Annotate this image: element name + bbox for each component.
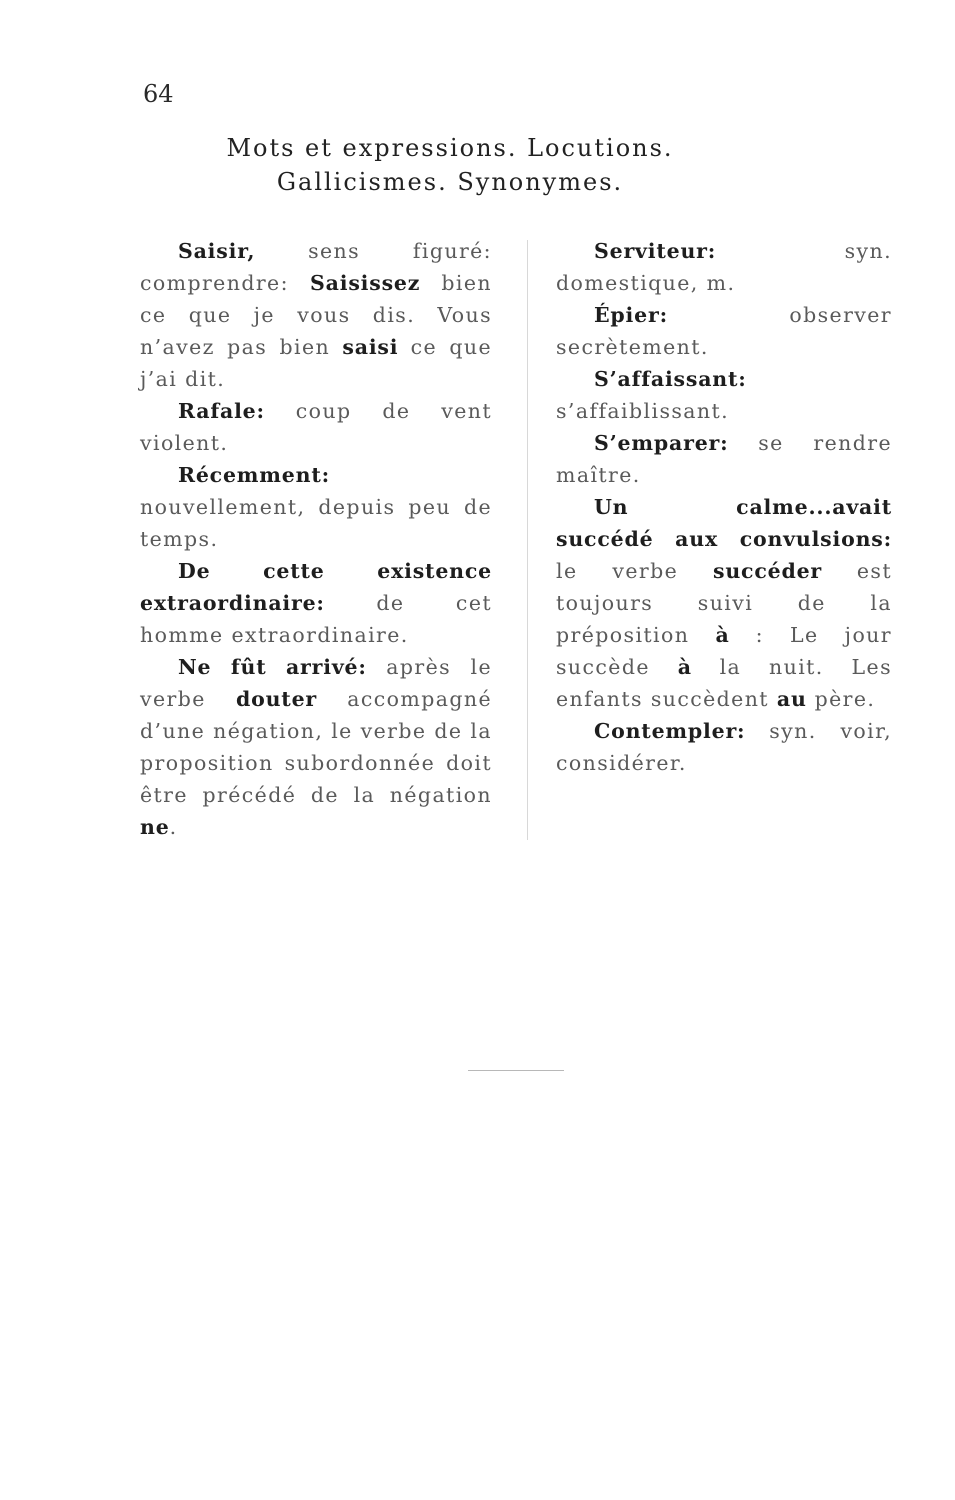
- entry-text: observer secrètement.: [556, 303, 892, 359]
- section-title-line-2: Gallicismes. Synonymes.: [276, 168, 624, 196]
- entry-text: : Le jour succède: [556, 623, 892, 679]
- footer-rule: [468, 1070, 564, 1071]
- entry-term: Épier:: [594, 303, 668, 327]
- entry-contempler: [556, 715, 892, 779]
- entry-text: la nuit. Les enfants succèdent: [556, 655, 892, 711]
- entry-term: S’affaissant:: [594, 367, 747, 391]
- entry-un-calme: [556, 491, 892, 715]
- entry-emphasis: saisi: [342, 335, 399, 359]
- entry-term: Rafale:: [178, 399, 265, 423]
- entry-term: S’emparer:: [594, 431, 729, 455]
- entry-term: Ne fût arrivé:: [178, 655, 367, 679]
- entry-emphasis: Saisissez: [310, 271, 421, 295]
- entry-emphasis: succéder: [713, 559, 823, 583]
- entry-emphasis: au: [776, 687, 807, 711]
- entry-recemment: [140, 459, 492, 555]
- entry-emphasis: ne: [140, 815, 170, 839]
- entry-term: Serviteur:: [594, 239, 717, 263]
- entry-saffaissant: [556, 363, 892, 427]
- entry-term: Saisir,: [178, 239, 256, 263]
- entry-term: De cette existence extraordinaire:: [140, 559, 492, 615]
- entry-term: Contempler:: [594, 719, 746, 743]
- entry-saisir: [140, 235, 492, 395]
- entry-text: nouvellement, depuis peu de temps.: [140, 495, 492, 551]
- entry-text: de cet homme extraordinaire.: [140, 591, 492, 647]
- right-column: [556, 235, 892, 779]
- entry-emphasis: douter: [235, 687, 318, 711]
- entry-text: s’affaiblissant.: [556, 399, 730, 423]
- entry-emphasis: à: [715, 623, 730, 647]
- column-divider: [527, 240, 528, 840]
- page-number: 64: [143, 80, 174, 108]
- entry-term: Un calme...avait succédé aux convulsions:: [556, 495, 892, 551]
- entry-text: syn. voir, considérer.: [556, 719, 892, 775]
- entry-text: bien ce que je vous dis. Vous n’avez pas bien: [140, 271, 492, 359]
- entry-emphasis: à: [677, 655, 692, 679]
- entry-text: syn. domestique, m.: [556, 239, 892, 295]
- entry-serviteur: [556, 235, 892, 299]
- entry-text: est toujours suivi de la préposition: [556, 559, 892, 647]
- entry-semparer: [556, 427, 892, 491]
- entry-text: après le verbe: [140, 655, 493, 711]
- left-column: [140, 235, 492, 843]
- entry-text: ce que j’ai dit.: [140, 335, 492, 391]
- entry-text: se rendre maître.: [556, 431, 892, 487]
- entry-text: coup de vent violent.: [140, 399, 492, 455]
- entry-text: .: [169, 815, 178, 839]
- entry-text: accompagné d’une négation, le verbe de la proposition subordonnée doit être précédé de la négation: [140, 687, 492, 807]
- entry-text: le verbe: [556, 559, 713, 583]
- entry-ne-fut-arrive: [140, 651, 492, 843]
- entry-existence: [140, 555, 492, 651]
- entry-text: père.: [806, 687, 876, 711]
- entry-rafale: [140, 395, 492, 459]
- section-title-line-1: Mots et expressions. Locutions.: [226, 134, 674, 162]
- entry-term: Récemment:: [178, 463, 330, 487]
- entry-text: sens figuré: comprendre:: [140, 239, 492, 295]
- entry-epier: [556, 299, 892, 363]
